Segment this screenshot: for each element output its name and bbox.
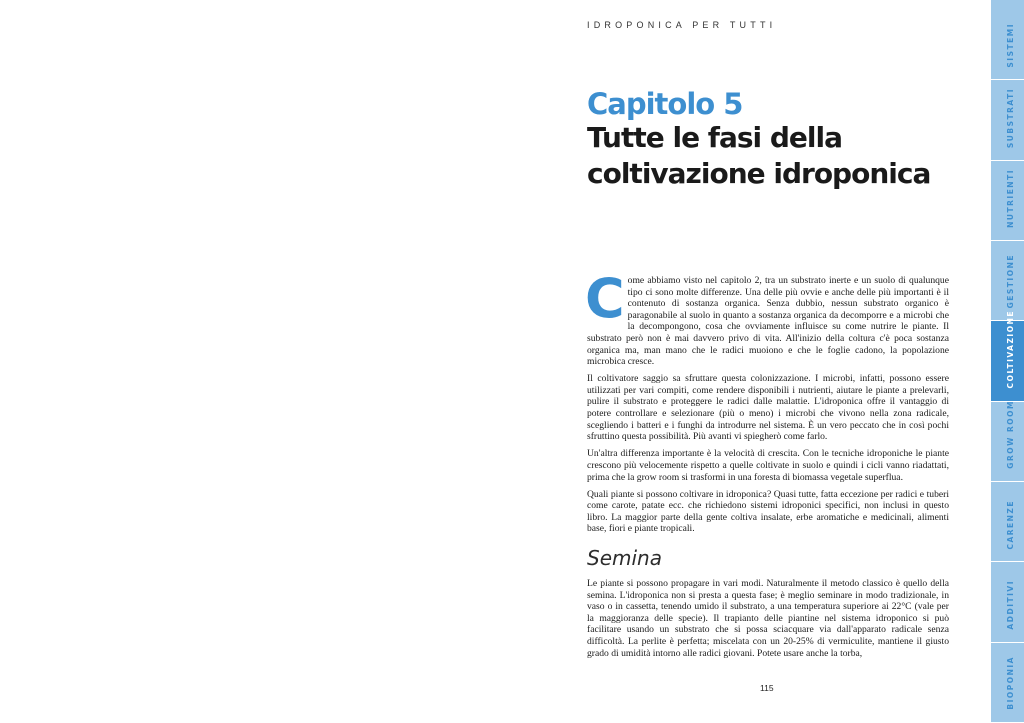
tab-bioponia[interactable] [991, 643, 1024, 723]
body-paragraph: Un'altra differenza importante è la velocità di crescita. Con le tecniche idroponiche le piante crescono più velocemente rispetto a quelle coltivate in suolo e quindi i cicli vanno riadattati, prima che la grow room si trasformi in una foresta di biomassa vegetale superflua. [587, 448, 949, 483]
tab-label: CARENZE [1006, 499, 1015, 550]
page-number: 115 [760, 683, 774, 693]
tab-label: GESTIONE [1006, 253, 1015, 309]
section-body [587, 578, 949, 659]
chapter-title: Tutte le fasi della coltivazione idroponica [587, 121, 931, 190]
tab-nutrienti[interactable] [991, 161, 1024, 241]
intro-paragraph-text: ome abbiamo visto nel capitolo 2, tra un substrato inerte e un suolo di qualunque tipo ci sono molte differenze. Una delle più ovvie e anche delle più importanti è il contenuto di sostanza organica. Senza dubbio, nessun substrato organico è paragonabile al suolo in quanto a sostanza organica da decomporre e a microbi che la decompongono, cosa che ovviamente influisce su come nutrire le piante. Il substrato però non è mai davvero privo di vita. All'inizio della coltura c'è poca sostanza organica ma, man mano che le radici muoiono e che le foglie cadono, la popolazione microbica cresce. [587, 275, 949, 368]
tab-grow-room[interactable] [991, 402, 1024, 482]
tab-label: BIOPONIA [1006, 656, 1015, 710]
running-header: IDROPONICA PER TUTTI [587, 20, 777, 30]
tab-carenze[interactable] [991, 482, 1024, 562]
tab-label: SUBSTRATI [1006, 87, 1015, 148]
body-paragraph: Il coltivatore saggio sa sfruttare questa colonizzazione. I microbi, infatti, possono essere utilizzati per vari compiti, come rendere disponibili i nutrienti, aiutare le piante a prelevarli, pulire il substrato e proteggere le radici dalle malattie. L'idroponica offre il vantaggio di potere controllare e selezionare (più o meno) i microbi che vivono nella zona radicale, scegliendo i batteri e i funghi da introdurre nel sistema. È un vero peccato che in così pochi sfruttino questa possibilità. Più avanti vi spiegherò come farlo. [587, 373, 949, 443]
intro-paragraph [585, 267, 949, 368]
section-heading: Semina [587, 546, 662, 570]
chapter-label: Capitolo 5 [587, 87, 743, 121]
tab-sistemi[interactable] [991, 0, 1024, 80]
tab-label: GROW ROOM [1006, 400, 1015, 469]
tab-label: NUTRIENTI [1006, 169, 1015, 228]
body-paragraph: Quali piante si possono coltivare in idroponica? Quasi tutte, fatta eccezione per radici e tuberi come carote, patate ecc. che richiedono sistemi idroponici specifici, non inclusi in questo libro. La maggior parte della gente coltiva insalate, erbe aromatiche e medicinali, alimenti base, fiori e piante tropicali. [587, 488, 949, 535]
tab-label: COLTIVAZIONE [1006, 310, 1015, 389]
section-tabs [991, 0, 1024, 723]
tab-additivi[interactable] [991, 562, 1024, 642]
intro-body [585, 267, 949, 540]
tab-label: SISTEMI [1006, 22, 1015, 68]
tab-coltivazione[interactable] [991, 310, 1024, 401]
tab-label: ADDITIVI [1006, 580, 1015, 630]
body-paragraph: Le piante si possono propagare in vari modi. Naturalmente il metodo classico è quello della semina. L'idroponica non si presta a questa fase; è meglio seminare in modo tradizionale, in vaso o in cassetta, tenendo umido il substrato, a una temperatura superiore ai 22°C (vale per la maggioranza delle specie). Il trapianto delle piantine nel sistema idroponico si può facilitare usando un substrato che si possa sciacquare via dall'apparato radicale senza difficoltà. La perlite è perfetta; miscelata con un 20-25% di vermiculite, mantiene il giusto grado di umidità intorno alle radici giovani. Potete usare anche la torba, [587, 578, 949, 659]
tab-substrati[interactable] [991, 80, 1024, 160]
drop-cap: C [585, 267, 625, 330]
